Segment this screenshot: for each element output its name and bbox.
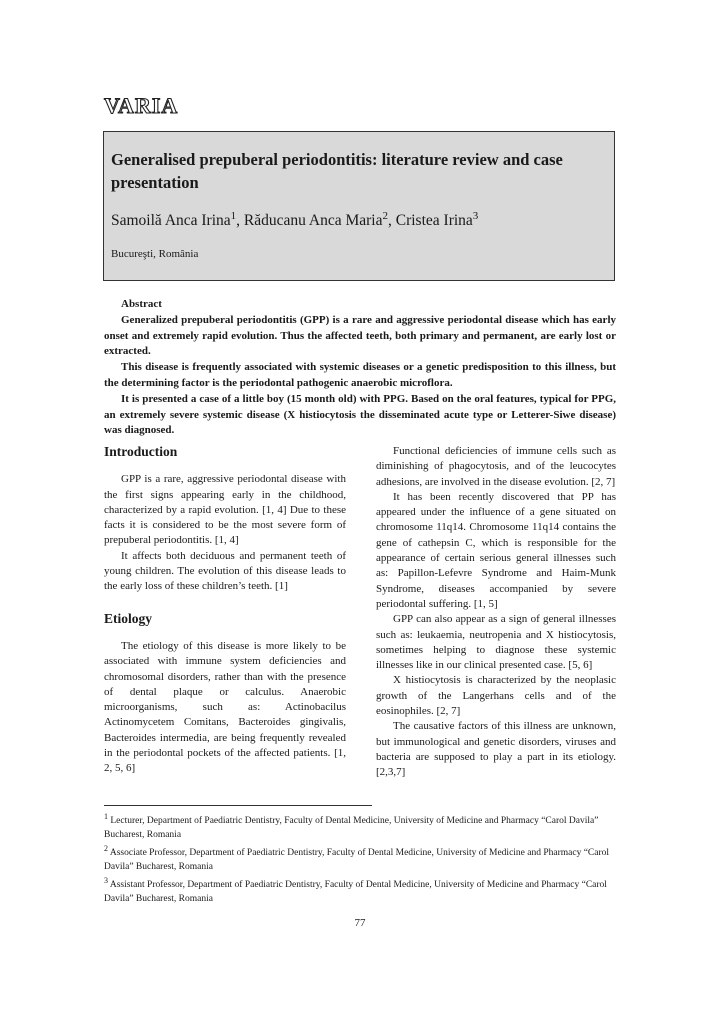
footnote-divider <box>104 805 372 806</box>
footnote-mark: 3 <box>104 876 108 886</box>
author-separator: , <box>236 212 244 230</box>
body-paragraph: GPP is a rare, aggressive periodontal disease with the first signs appearing early in the childhood, characterized by a rapid evolution. [1, 4] Due to these facts it is considered to be the most severe form of prepuberal periodontitis. [1, 4] <box>104 473 346 547</box>
abstract-paragraph: Generalized prepuberal periodontitis (GPP) is a rare and aggressive periodontal disease which has early onset and extremely rapid evolution. Thus the affected teeth, both primary and permanent, are early lost or extracted. <box>104 313 616 358</box>
footnote-text: Associate Professor, Department of Paediatric Dentistry, Faculty of Dental Medicine, University of Medicine and Pharmacy “Carol Davila” Bucharest, Romania <box>104 848 610 873</box>
body-paragraph: It affects both deciduous and permanent teeth of young children. The evolution of this disease leads to the early loss of these children’s teeth. [1] <box>104 549 346 593</box>
author-list <box>111 210 478 230</box>
footnote <box>104 810 616 842</box>
page-number: 77 <box>354 917 366 929</box>
body-paragraph: X histiocytosis is characterized by the neoplasic growth of the Langerhans cells and of the eosinophiles. [2, 7] <box>376 674 616 718</box>
footnotes <box>104 810 616 906</box>
body-paragraph: The etiology of this disease is more likely to be associated with immune system deficiencies and chromosomal disorders, rather than with the presence of dental plaque or calculus. Anaerobic microorganisms, such as: Actinobacilus Actinomycetem Comitans, Bacteroides gingivalis, Bacteroides intermedia, are being frequently revealed in the periodontal pockets of the affected patients. [1, 2, 5, 6] <box>104 639 346 775</box>
body-paragraph: The causative factors of this illness are unknown, but immunological and genetic disorders, viruses and bacteria are supposed to play a part in its etiology. [2,3,7] <box>376 720 616 779</box>
footnote-text: Assistant Professor, Department of Paediatric Dentistry, Faculty of Dental Medicine, University of Medicine and Pharmacy “Carol Davila” Bucharest, Romania <box>104 880 607 905</box>
footnote-text: Lecturer, Department of Paediatric Dentistry, Faculty of Dental Medicine, University of Medicine and Pharmacy “Carol Davila” Bucharest, Romania <box>104 816 599 841</box>
abstract <box>104 297 616 439</box>
abstract-heading: Abstract <box>121 298 162 310</box>
author-location: Bucureşti, România <box>111 248 199 260</box>
right-column <box>376 444 616 781</box>
author-separator: , <box>388 212 396 230</box>
author-name: Cristea Irina <box>395 212 473 230</box>
footnote <box>104 842 616 874</box>
author-affiliation-mark: 1 <box>230 210 237 222</box>
title-box <box>103 131 615 281</box>
author-affiliation-mark: 3 <box>472 210 479 222</box>
author-name: Răducanu Anca Maria <box>243 212 383 230</box>
abstract-paragraph: This disease is frequently associated with systemic diseases or a genetic predisposition to this illness, but the determining factor is the periodontal pathogenic anaerobic microflora. <box>104 361 616 389</box>
body-paragraph: It has been recently discovered that PP has appeared under the influence of a gene situated on chromosome 11q14. Chromosome 11q14 contains the gene of cathepsin C, which is responsible for the appearance of certain serious general illnesses such as: Papillon-Lefevre Syndrome and Haim-Munk Syndrome, diseases accompanied by severe periodontal suffering. [1, 5] <box>376 490 616 610</box>
body-paragraph: Functional deficiencies of immune cells such as diminishing of phagocytosis, and of the leucocytes adhesions, are involved in the disease evolution. [2, 7] <box>376 445 616 488</box>
footnote-mark: 1 <box>104 812 108 821</box>
author-affiliation-mark: 2 <box>382 210 388 222</box>
left-column <box>104 444 346 777</box>
footnote <box>104 874 616 906</box>
footnote-mark: 2 <box>104 844 108 854</box>
body-paragraph: GPP can also appear as a sign of general illnesses such as: leukaemia, neutropenia and X histiocytosis, sometimes helping to diagnose these systemic illnesses like in our clinical presented case. [5, 6] <box>376 613 616 672</box>
abstract-paragraph: It is presented a case of a little boy (15 month old) with PPG. Based on the oral features, typical for PPG, an extremely severe systemic disease (X histiocytosis the disseminated acute type or Letterer-Siwe disease) was diagnosed. <box>104 392 616 437</box>
article-title: Generalised prepuberal periodontitis: literature review and case presentation <box>111 150 563 192</box>
etiology-heading: Etiology <box>104 610 153 626</box>
section-label: VARIA <box>104 93 179 118</box>
introduction-heading: Introduction <box>104 444 178 459</box>
author-name: Samoilă Anca Irina <box>111 212 231 230</box>
